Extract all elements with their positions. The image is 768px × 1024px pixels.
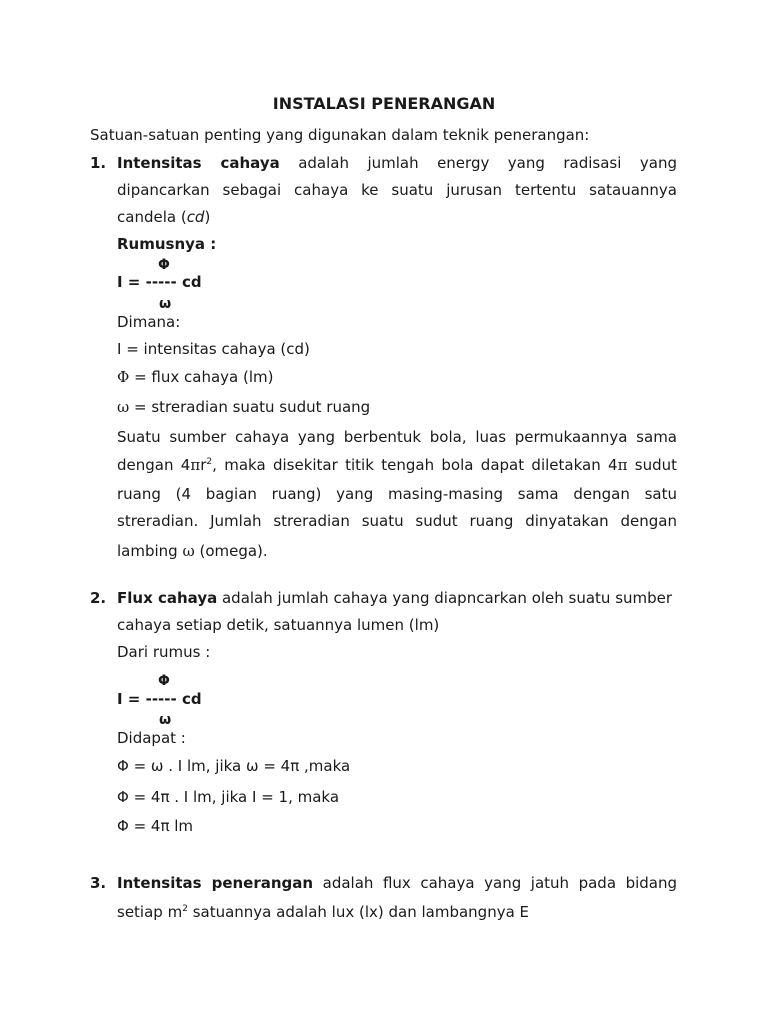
pi-symbol: π xyxy=(190,456,201,474)
formula-1-numerator: Φ xyxy=(158,257,170,273)
didapat-label: Didapat : xyxy=(117,729,186,747)
paragraph-line-4: streradian. Jumlah streradian suatu sudut ruang dinyatakan dengan xyxy=(117,512,677,530)
item3-l2-a: setiap m xyxy=(117,903,183,921)
item1-line-3 xyxy=(117,208,210,226)
formula-heading: Rumusnya : xyxy=(117,235,217,253)
p2-r: r xyxy=(200,456,207,474)
equation-2: Φ = 4π . I lm, jika I = 1, maka xyxy=(117,788,340,806)
definition-flux xyxy=(117,368,273,386)
formula-1-denominator: ω xyxy=(159,296,172,312)
pi-symbol: π xyxy=(617,456,628,474)
item3-l2-b: satuannya adalah lux (lx) dan lambangnya E xyxy=(187,903,530,921)
dari-rumus-label: Dari rumus : xyxy=(117,643,211,661)
paragraph-line-2 xyxy=(117,456,677,474)
p5-a: lambing xyxy=(117,542,183,560)
item2-line-1-text: adalah jumlah cahaya yang diapncarkan oleh suatu sumber xyxy=(217,589,673,607)
item1-line-1-text: adalah jumlah energy yang radisasi yang xyxy=(298,154,677,172)
item1-term: Intensitas cahaya xyxy=(117,154,280,172)
list-number-2: 2. xyxy=(90,589,107,607)
phi-symbol: Φ xyxy=(117,368,130,386)
paragraph-line-5 xyxy=(117,542,268,560)
unit-cd: cd xyxy=(186,208,205,226)
list-number-1: 1. xyxy=(90,154,107,172)
item1-line-3-pre: candela ( xyxy=(117,208,187,226)
item1-line-3-post: ) xyxy=(204,208,211,226)
p2-c: sudut xyxy=(627,456,678,474)
item3-line-1 xyxy=(117,874,677,892)
item1-line-1 xyxy=(117,154,677,172)
paragraph-line-3: ruang (4 bagian ruang) yang masing-masing sama dengan satu xyxy=(117,485,677,503)
page-title: INSTALASI PENERANGAN xyxy=(272,94,496,113)
item2-line-1 xyxy=(117,589,672,607)
item3-line-2 xyxy=(117,903,529,921)
p2-b: , maka disekitar titik tengah bola dapat diletakan 4 xyxy=(212,456,618,474)
formula-1: I = ----- cd xyxy=(117,273,202,291)
dimana-label: Dimana: xyxy=(117,313,181,331)
item1-line-2: dipancarkan sebagai cahaya ke suatu jurusan tertentu satauannya xyxy=(117,181,677,199)
formula-2-numerator: Φ xyxy=(158,673,170,689)
formula-2: I = ----- cd xyxy=(117,690,202,708)
omega-symbol: ω xyxy=(182,542,195,560)
equation-3: Φ = 4π lm xyxy=(117,817,194,835)
item3-line-1-text: adalah flux cahaya yang jatuh pada bidang xyxy=(322,874,677,892)
p5-b: (omega). xyxy=(194,542,268,560)
omega-symbol: ω xyxy=(117,398,130,416)
formula-2-denominator: ω xyxy=(159,712,172,728)
item2-line-2: cahaya setiap detik, satuannya lumen (lm) xyxy=(117,616,440,634)
superscript-2: 2 xyxy=(206,457,213,467)
definition-intensity: I = intensitas cahaya (cd) xyxy=(117,340,310,358)
equation-1: Φ = ω . I lm, jika ω = 4π ,maka xyxy=(117,757,351,775)
intro-text: Satuan-satuan penting yang digunakan dalam teknik penerangan: xyxy=(90,126,590,144)
definition-streradian-text: = streradian suatu sudut ruang xyxy=(129,398,371,416)
paragraph-line-1: Suatu sumber cahaya yang berbentuk bola, luas permukaannya sama xyxy=(117,428,677,446)
p2-a: dengan 4 xyxy=(117,456,191,474)
superscript-2: 2 xyxy=(182,904,188,914)
definition-streradian xyxy=(117,398,370,416)
list-number-3: 3. xyxy=(90,874,107,892)
item2-term: Flux cahaya xyxy=(117,589,218,607)
definition-flux-text: = flux cahaya (lm) xyxy=(129,368,274,386)
item3-term: Intensitas penerangan xyxy=(117,874,314,892)
